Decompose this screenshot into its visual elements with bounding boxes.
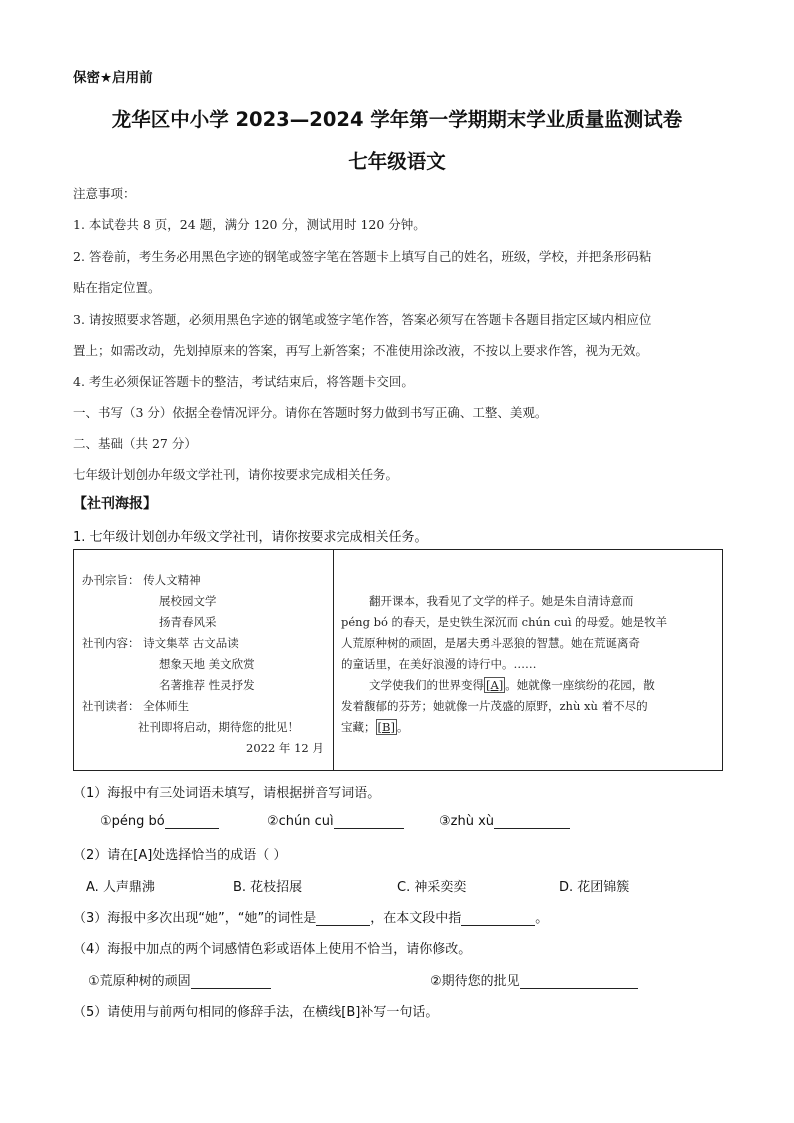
poster-purpose: 办刊宗旨： 传人文精神 — [82, 573, 201, 587]
option-b[interactable]: B. 花枝招展 — [233, 880, 303, 895]
poster-date: 2022 年 12 月 — [246, 741, 324, 755]
exam-subtitle: 七年级语文 — [348, 150, 446, 173]
answer-blank[interactable] — [165, 815, 219, 829]
question-text: ，在本文段中指 — [370, 911, 462, 926]
subquestion-5: （5）请使用与前两句相同的修辞手法，在横线[B]补写一句话。 — [73, 1005, 439, 1020]
poster-text-segment: 。她就像一座缤纷的花园，散 — [505, 678, 655, 692]
blank-b-marker: [B] — [377, 720, 395, 734]
question-1: 1. 七年级计划创办年级文学社刊，请你按要求完成相关任务。 — [73, 530, 428, 545]
poster-text-line — [341, 719, 408, 735]
option-d[interactable]: D. 花团锦簇 — [559, 880, 630, 895]
revision-item-1 — [88, 970, 271, 989]
note-line: 置上；如需改动，先划掉原来的答案，再写上新答案；不准使用涂改液，不按以上要求作答，视为无效。 — [73, 343, 649, 358]
subquestion-2: （2）请在[A]处选择恰当的成语（ ） — [73, 848, 287, 863]
pinyin-item-2 — [267, 814, 404, 829]
section-heading: 【社刊海报】 — [73, 496, 157, 512]
note-line: 二、基础（共 27 分） — [73, 436, 197, 451]
poster-content-line: 名著推荐 性灵抒发 — [159, 678, 255, 692]
poster-text-segment: 宝藏； — [341, 720, 376, 734]
note-line: 2. 答卷前，考生务必用黑色字迹的钢笔或签字笔在答题卡上填写自己的姓名，班级，学校，并把条形码粘 — [73, 249, 652, 264]
poster-text-line: 翻开课本，我看见了文学的样子。她是朱自清诗意而 — [369, 594, 634, 608]
pinyin-label: ②chún cuì — [267, 814, 334, 829]
poster-purpose-line: 扬青春风采 — [159, 615, 217, 629]
revision-label: ①荒原种树的顽固 — [88, 974, 191, 989]
question-text: （3）海报中多次出现“她”，“她”的词性是 — [73, 911, 317, 926]
confidential-label: 保密★启用前 — [73, 70, 153, 86]
poster-invitation: 社刊即将启动，期待您的批见！ — [138, 720, 299, 734]
poster-text-line: 发着馥郁的芬芳；她就像一片茂盛的原野，zhù xù 着不尽的 — [341, 699, 648, 713]
note-line: 贴在指定位置。 — [73, 280, 161, 295]
poster-text-line: 人荒原种树的顽固，是屠夫勇斗恶狼的智慧。她在荒诞离奇 — [341, 636, 640, 650]
poster-purpose-line: 展校园文学 — [159, 594, 217, 608]
answer-blank[interactable] — [461, 912, 535, 926]
note-line: 3. 请按照要求答题，必须用黑色字迹的钢笔或签字笔作答，答案必须写在答题卡各题目指定区域内相应位 — [73, 312, 652, 327]
pinyin-item-1 — [100, 814, 219, 829]
answer-blank[interactable] — [520, 975, 638, 989]
subquestion-3 — [73, 907, 548, 926]
option-a[interactable]: A. 人声鼎沸 — [86, 880, 155, 895]
question-text: 。 — [535, 911, 549, 926]
revision-item-2 — [430, 970, 638, 989]
blank-a-marker: [A] — [486, 678, 504, 692]
poster-divider — [333, 549, 334, 771]
note-line: 一、书写（3 分）依据全卷情况评分。请你在答题时努力做到书写正确、工整、美观。 — [73, 405, 548, 420]
revision-label: ②期待您的批见 — [430, 974, 520, 989]
answer-blank[interactable] — [334, 815, 404, 829]
poster-text-segment: 文学使我们的世界变得 — [369, 678, 484, 692]
answer-blank[interactable] — [316, 912, 370, 926]
note-line: 4. 考生必须保证答题卡的整洁，考试结束后，将答题卡交回。 — [73, 374, 414, 389]
poster-text-line: 的童话里，在美好浪漫的诗行中。…… — [341, 657, 537, 671]
answer-blank[interactable] — [191, 975, 271, 989]
poster-content: 社刊内容： 诗文集萃 古文品读 — [82, 636, 239, 650]
answer-blank[interactable] — [494, 815, 570, 829]
pinyin-label: ③zhù xù — [439, 814, 495, 829]
pinyin-item-3 — [439, 814, 570, 829]
poster-content-line: 想象天地 美文欣赏 — [159, 657, 255, 671]
option-c[interactable]: C. 神采奕奕 — [397, 880, 467, 895]
poster-text-line — [369, 677, 655, 693]
pinyin-label: ①péng bó — [100, 814, 165, 829]
subquestion-4: （4）海报中加点的两个词感情色彩或语体上使用不恰当，请你修改。 — [73, 942, 472, 957]
note-line: 七年级计划创办年级文学社刊，请你按要求完成相关任务。 — [73, 467, 399, 482]
subquestion-1: （1）海报中有三处词语未填写，请根据拼音写词语。 — [73, 786, 381, 801]
poster-text-segment: 。 — [396, 720, 409, 734]
notes-heading: 注意事项： — [73, 186, 136, 201]
poster-readers: 社刊读者： 全体师生 — [82, 699, 190, 713]
note-line: 1. 本试卷共 8 页，24 题，满分 120 分，测试用时 120 分钟。 — [73, 217, 426, 232]
poster-text-line: péng bó 的春天，是史铁生深沉而 chún cuì 的母爱。她是牧羊 — [341, 615, 668, 629]
exam-title: 龙华区中小学 2023—2024 学年第一学期期末学业质量监测试卷 — [111, 108, 683, 131]
